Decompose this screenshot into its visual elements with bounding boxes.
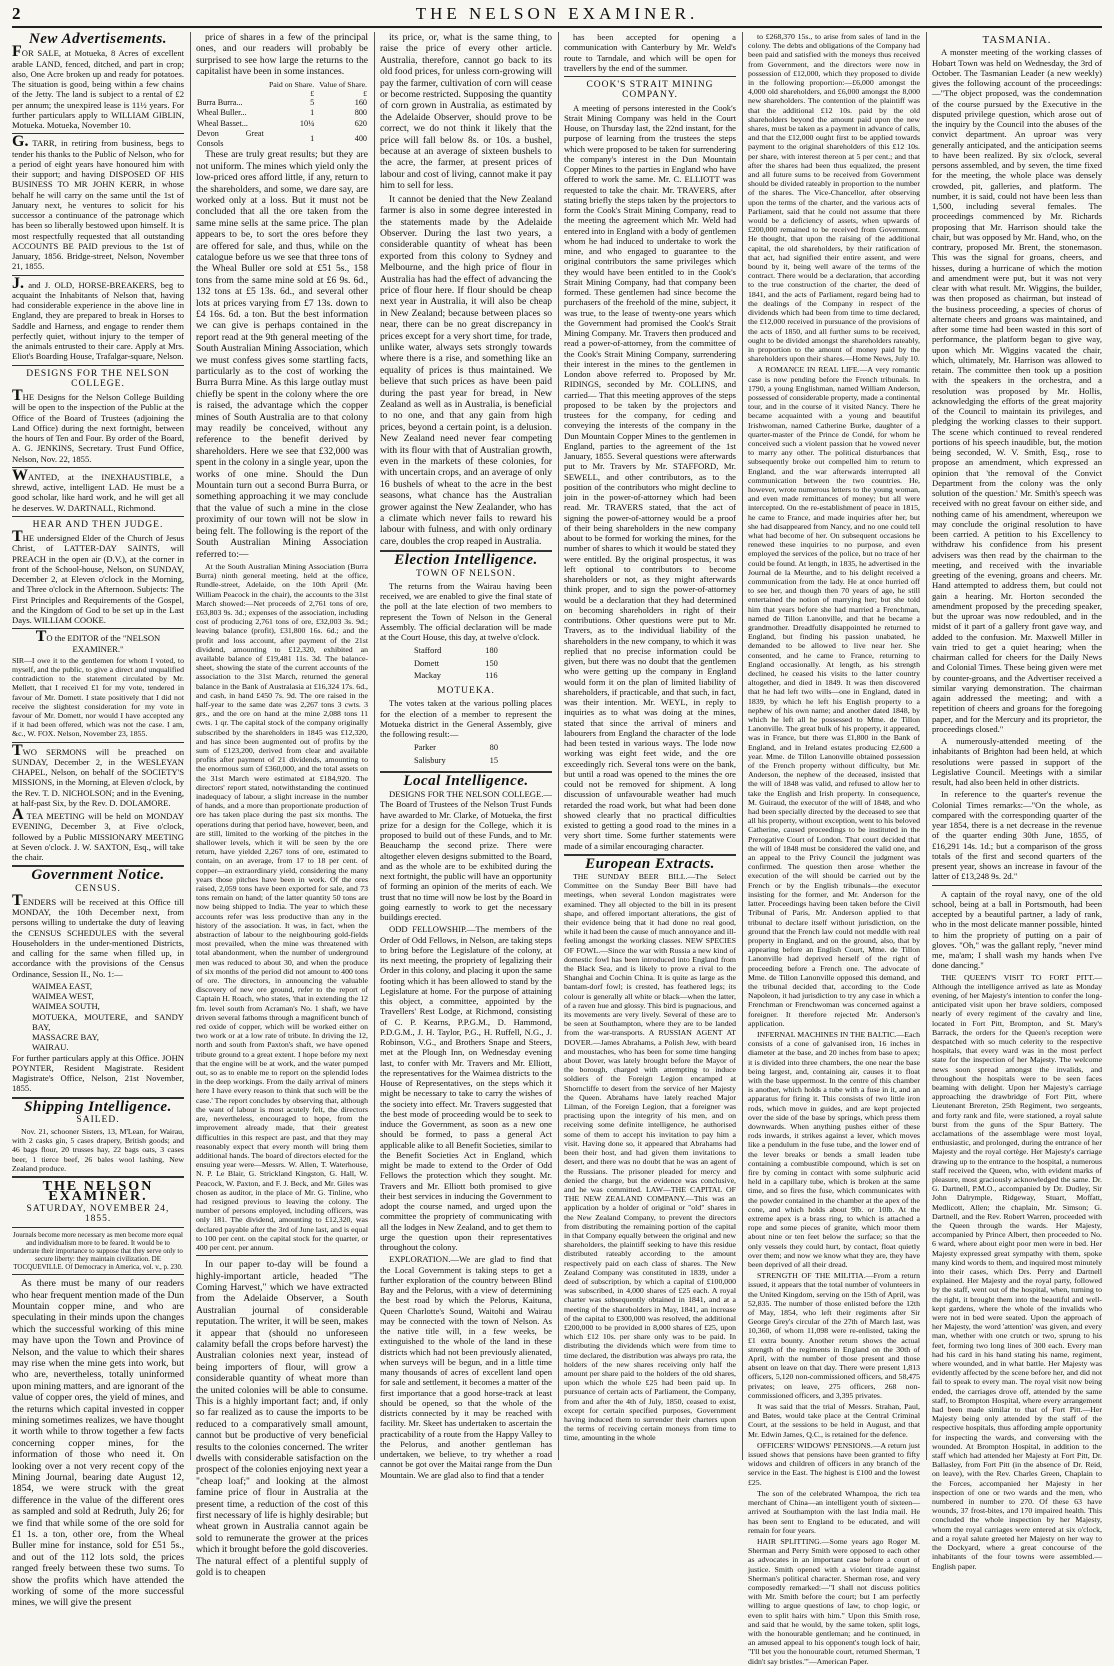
college-title: DESIGNS FOR THE NELSON COLLEGE. bbox=[26, 368, 170, 389]
tasmania-revenue: In reference to the quarter's revenue the Colonial Times remarks:—"On the whole, as compared with the corresponding quarter of the year 1854, there is a net decrease in the revenue of the quarter ending 30th June, 1855, of £16,291 14s. 1d.; but a comparison of the gross totals of the first and second quarters of the present year, shows an increase in favour of the latter of £13,248 9s. 2d." bbox=[932, 789, 1102, 882]
table-row: Burra Burra... 5 160 bbox=[197, 98, 367, 108]
advert-wanted: WANTED, at the INEXHAUSTIBLE, a shrewd, active, intelligent LAD. He must be a good scholar, like hard work, and he will get all he deserves. W. DARTNALL, Richmond. bbox=[12, 466, 184, 513]
tasmania-brighton: A numerously-attended meeting of the inhabitants of Brighton had been held, at which resolutions were passed in support of the Legislative Council. Meetings with a similar result, had also been held in other districts. bbox=[932, 736, 1102, 787]
advert-old: J. and J. OLD, HORSE-BREAKERS, beg to acquaint the Inhabitants of Nelson that, having had considerable experience in the above line in England, they are prepared to break in Horses to Saddle and Harness, and engage to render them perfectly quiet, without injury to the temper of the animals entrusted to their care. Apply at Mrs. Eliot's Boarding House, Trafalgar-square, Nelson. bbox=[12, 274, 184, 362]
local-exploration: EXPLORATION.—We are glad to find that the Local Government is taking steps to get a further exploration of the country between Blind Bay and the Pelorus, with a view of determining the best road by which the Pelorus, Kaituna, Queen Charlotte's Sound, Waitohi and Wairau may be connected with the town of Nelson. As the native title will, in a few weeks, be extinguished to the whole of the land in these districts which had not been previously alienated, when surveys will be begun, and in a little time many thousands of acres of excellent land open for sale and settlement, it becomes a matter of the first importance that a good horse-track at least should be opened, so that the whole of the districts connected by it may be reached with facility. Mr. Skeet has undertaken to ascertain the practicability of a route from the Happy Valley to the Pelorus, and another gentleman has undertaken, we believe, to try whether a road cannot be got over the Maitai range from the Dun Mountain. We are glad also to find that a tender bbox=[380, 1254, 552, 1480]
advert-sale: FOR SALE, at Motueka, 8 Acres of excellent arable LAND, fenced, ditched, and part in crop; also, One Acre broken up and ready for potatoes. The situation is good, being within a few chains of the Jetty. The land is subject to a rental of £2 per annum; the unexpired lease is 11½ years. For further particulars apply to WILLIAM GIBLIN, Motueka. Motueka, November 10. bbox=[12, 43, 184, 130]
section-heading-shipping: Shipping Intelligence. bbox=[24, 1098, 172, 1115]
section-heading-new-advertisements: New Advertisements. bbox=[28, 31, 168, 47]
editorial-shares-intro: price of shares in a few of the principal ones, and our readers will probably be surprised to see how large the returns to the capitalist have been in some instances. bbox=[196, 32, 368, 78]
table-row: Mackay 116 bbox=[414, 670, 498, 680]
column-3 bbox=[380, 32, 552, 1480]
advert-sermons: TWO SERMONS will be preached on SUNDAY, December 2, in the WESLEYAN CHAPEL, Nelson, on behalf of the SOCIETY'S MISSIONS, in the Morning, at Eleven o'clock, by the Rev. T. D. NICHOLSON; and in the Evening, at half-past Six, by the Rev. D. DOLAMORE. bbox=[12, 741, 184, 808]
editorial-body: These are truly great results; but they are not uniform. The mines which yield only the low-priced ores afford little, if any, return to the shareholders, and some, we dare say, are worked only at a loss. But it must not be concluded that all the ore taken from the same mine sells at the same price. The plan appears to be, to sort the ores before they are offered for sale, and thus, while on the catalogue before us we see that three tons of the Wheal Buller ore sold at £51 5s., 158 tons from the same mine sold at £6 9s. 6d., 132 tons at £5 13s. 6d., and several other lots at prices varying from £7 13s. down to £4 16s. 6d. a ton. But the best information we can give is perhaps contained in the report read at the 9th general meeting of the South Australian Mining Association, which we must confess gives some startling facts, particularly as to the cost of working the Burra Burra Mine. As this large outlay must chiefly be spent in the colony where the ore is raised, the advantage which the copper mines of South Australia are to that colony may readily be conceived, without any reference to the benefit derived by shareholders. Here we see that £32,000 was spent in the colony in a single year, upon the works of one mine. Should the Dun Mountain turn out a second Burra Burra, or something approaching it we may conclude that the value of such a mine in the close proximity of our town will not be slow in being felt. The following is the report of the South Australian Mining Association referred to:— bbox=[196, 149, 368, 560]
masthead: THE NELSON EXAMINER. bbox=[415, 4, 699, 23]
census-district: MASSACRE BAY, bbox=[32, 1032, 99, 1043]
mining-company-title: COOK'S STRAIT MINING COMPANY. bbox=[586, 80, 714, 101]
town-poll-table bbox=[410, 644, 502, 683]
editorial-nz-farmer: It cannot be denied that the New Zealand farmer is also in some degree interested in the statements made by the Adelaide Observer. During the last two years, a considerable quantity of wheat has been exported from this colony to Sydney and Melbourne, and the high price of flour in Australia has had the effect of advancing the price of flour here. If flour should be cheap next year in Australia, it will also be cheap in New Zealand; because between places so near, there can be no great discrepancy in prices except for a very short time, for trade, unlike water, always sets strongly towards where there is a rise, and something like an equality of prices is thus maintained. We believe that such prices as have been paid during the past year for bread, in New Zealand as well as in Australia, is beneficial to no one, and that any gain from high prices, beyond a certain point, is a delusion. New Zealand need never fear competing with its flour with that of Australian growth, even in the markets of these colonies, for with uncertain crops, and an average of only 16 bushels of wheat to the acre in the best seasons, what chance has the Australian grower against the New Zealander, who has a climate which never fails to reward his labour with fulness, and with only ordinary care, doubles the crop reaped in Australia. bbox=[380, 193, 552, 547]
extract-militia: STRENGTH OF THE MILITIA.—From a return issued, it appears that the total number of volunteers in the United Kingdom, serving on the 15th of April, was 52,835. The number of those enlisted before the 12th of May, 1854, who left their regiments after Sir George Grey's circular of the 27th of March last, was 10,360, of whom 11,098 were re-enlisted, taking the £1 extra bounty. Another return shows the actual strength of the regiments in England on the 30th of April, with the number of those present and those absent on leave on that day. There were present 1,813 officers, 5,120 non-commissioned officers, and 58,475 privates; on leave, 275 officers, 268 non-commissioned officers, and 3,395 privates. bbox=[748, 1271, 920, 1400]
sailed-text: Nov. 21, schooner Sisters, 13, M'Lean, for Wairau, with 2 casks gin, 5 cases drapery, British goods; and 46 bags flour, 20 trusses hay, 22 bags oats, 3 cases beer, 1 tierce beef, 26 bales wool lashing, New Zealand produce. bbox=[12, 1127, 184, 1173]
table-row: Devon Great Consols 1 400 bbox=[197, 128, 367, 149]
page-header bbox=[12, 4, 1102, 28]
column-divider bbox=[374, 32, 375, 1460]
column-6 bbox=[932, 32, 1102, 1571]
extract-nz-company-cont: to £268,370 15s., to arise from sales of land in the colony. The debts and obligations of the Company had been paid and satisfied with the moneys thus received from Government, and the directors were now in possession of £12,000, which they proposed to divide in the following proportion:—£6,000 amongst the 4,000 old shareholders, and £6,000 amongst the 8,000 new shareholders. The contention of the plaintiff was that the additional £12 10s. paid by the old shareholders beyond the amount paid upon the new shares, must be taken as a payment in advance of calls, and that the £12,000 ought first to be applied towards payment to the original shareholders of this £12 10s. per share, with interest thereon at 5 per cent.; and that after the shares had been thus equalized, the present and all future sums to be received from Government should be divided rateably in proportion to the number of the shares. The Vice-Chancellor, after observing upon the terms of the charter, and the various acts of Parliament, said that he could not assume that there would be a deficiency of assets, when upwards of £200,000 remained to be received from Government. He thought, that upon the raising of the additional capital, the old shareholders, by their ratification of that act, had signified their entire assent, and were bound by it, being well aware of the terms of the contract. There would be a declaration, that according to the true construction of the charter, the deed of 1841, and the acts of Parliament, regard being had to the dealings of the Company in respect of the dividends which had been from time to time declared, the £12,000 received in pursuance of the provisions of the acts of 1850, and all further sums to be received, ought to be divided amongst the shareholders rateably, in proportion to the amount of money paid by the shareholders upon their shares.—Home News, July 10. bbox=[748, 32, 920, 364]
advert-hear: THE undersigned Elder of the Church of Jesus Christ, of LATTER-DAY SAINTS, will PREACH in the open air (D.V.), at the corner in front of the School-house, Nelson, on SUNDAY, December 2, at Eleven o'clock in the Morning, and Three o'clock in the Afternoon. Subjects: The First Principles and Requirements of the Gospel, and the Kingdom of God to be set up in the Last Days. WILLIAM COOKE. bbox=[12, 528, 184, 625]
section-heading-election: Election Intelligence. bbox=[394, 552, 538, 569]
advert-college: THE Designs for the Nelson College Building will be open to the inspection of the Public at the Office of the Board of Trustees (adjoining the Land Office) during the next fortnight, between the hours of Ten and Four. By order of the Board, A. G. JENKINS, Secretary. Trust Fund Office, Nelson, Nov. 22, 1855. bbox=[12, 387, 184, 464]
mining-company-report: A meeting of persons interested in the Cook's Strait Mining Company was held in the Court House, on Thursday last, the 22nd instant, for the purpose of learning from the trustees the steps which were proposed to be taken for surrendering the company's interest in the Dun Mountain Copper Mines to the parties in England who have offered to work the same. Mr. C. ELLIOTT was requested to take the chair. Mr. TRAVERS, after stating briefly the steps taken by the projectors to form the Cook's Strait Mining Company, read to the meeting the agreement which Mr. Weld had entered into in England with a body of gentlemen whom he had induced to undertake to work the mine, and who engaged to guarantee to the original contributors the same privileges which they would have been entitled to in the Cook's Strait Mining Company, had that company been formed. These gentlemen had since become the purchasers of the freehold of the mine, subject, it was true, to the lease of twenty-one years which the Government had promised the Cook's Strait Mining Company. Mr. Travers then produced and read a power-of-attorney, from the committee of the Cook's Strait Mining Company, surrendering their interest in the mines to the gentlemen in London above referred to. Proposed by Mr. RIDINGS, seconded by Mr. COLLINS, and carried— That this meeting approves of the steps proposed to be taken by the projectors and trustees for the company, for ceding and conveying the interests of the company in the Dun Mountain Copper Mines to the gentlemen in England, parties to the agreement of the 1st January, 1855. Several questions were afterwards put to Mr. Travers by Mr. STAFFORD, Mr. SEWELL, and other contributors, as to the position of the contributors who might decline to join in the power-of-attorney which had been read. Mr. TRAVERS stated, that the act of signing the power-of-attorney would be a proof of their being shareholders in the new company about to be formed for working the mines, for the number of shares to which it would be stated they were entitled. By the original prospectus, it was left optional to contributors to become shareholders or not, as they might afterwards think proper, and to sign the power-of-attorney would be a declaration that they had determined on becoming shareholders in right of their contributions. Other questions were put to Mr. Travers, as to the individual liability of the shareholders in the new company, to which it was replied that no precise information could be given, but there was no doubt that the gentlemen who were getting up the company in England would form it on the plan of limited liability of shareholders, if practicable, and that such, in fact, was their intention. Mr. WEYL, in reply to inquiries as to what was doing at the mines, stated that since the arrival of miners and labourers from England the character of the lode had been tested in various ways. The lode now working was eight feet wide, and the ore exceedingly rich. Several tons were on the bank, but until a road was opened to the mines the ore could not be removed for shipment. A long discussion of unfavourable weather had much retarded the road work, but what had been done showed clearly that no practical difficulties existed to getting a good road to the mines in a very short time. Some further statements were made of a similar encouraging character. bbox=[564, 102, 736, 851]
column-1 bbox=[12, 31, 184, 1609]
table-row: Stafford 180 bbox=[414, 646, 498, 656]
census-district: MOTUEKA, MOUTERE, and SANDY BAY, bbox=[32, 1011, 184, 1032]
extract-whampoa: The son of the celebrated Whampoa, the rich tea merchant of China—an intelligent youth of sixteen—arrived at Southampton with the last India mail. He has been sent to England to be educated, and will remain for four years. bbox=[748, 1488, 920, 1535]
census-district: WAIRAU. bbox=[32, 1042, 69, 1053]
table-row: Wheal Basset... 10¼ 620 bbox=[197, 118, 367, 128]
local-exploration-cont: has been accepted for opening a communication with Canterbury by Mr. Weld's route to Tarndale, and which will be open for travellers by the end of the summer. bbox=[564, 32, 736, 73]
extract-hair-splitting: HAIR SPLITTING.—Some years ago Roger M. Sherman and Perry Smith were opposed to each other as advocates in an important case before a court of justice. Smith opened with a violent tirade against Sherman's political character. Sherman rose, and very composedly remarked:—"I shall not discuss politics with Mr. Smith before the court; but I am perfectly willing to argue questions of law, to chop logic, or even to split hairs with him." Upon this Smith rose, and said that he would, by the same token, split logs, with the honourable gentleman; and he continued, in an amused appeal to his opponent's tough lock of hair, "I'll bet you the honourable court, returned Sherman, 'I didn't say bristles.'"—American Paper. bbox=[748, 1536, 920, 1666]
census-district: WAIMEA WEST, bbox=[32, 991, 94, 1002]
town-election-text: The returns from the Wairau having been received, we are enabled to give the final state of the poll at the late election of two members to represent the Town of Nelson in the General Assembly. The official declaration will be made at the Court House, this day, at twelve o'clock. bbox=[380, 580, 552, 643]
queens-visit: THE QUEEN'S VISIT TO FORT PITT.—Although the intelligence arrived as late as Monday evening, of her Majesty's intention to confer the long-anticipated visit upon her brave soldiers, composed nearly of every regiment of the cavalry and line, located in Fort Pitt, Brompton, and St. Mary's Barrack, the orders for the Queen's reception were despatched with so much celerity to the respective hospitals, that every ward was in the most perfect state for the inspection of her Majesty. The welcome news soon spread amongst the invalids, and throughout the hospitals were to be seen faces beaming with delight. Upon her Majesty's carriage approaching the drawbridge of Fort Pitt, where Lieutenant Brereton, 25th Regiment, two sergeants, and forty rank and file, were stationed, a royal salute burst from the guns of the Spur Battery. The acclamations of the assemblage were most loyal, enthusiastic, and prolonged, during the entrance of her Majesty and the royal cortège. Her Majesty's carriage drawing up to the entrance to the hospital, a numerous staff received the Queen, who, with evident marks of pleasure, most graciously acknowledged the same. Dr. G. Dartnell, P.M.O., accompanied by Dr. Dudley, Sir John Dalrymple, Ridgeway, Stuart, Moffatt, Medlicott, Allen; the chaplain, Mr. Simson; G. Dartnell, and the Rev. Robert Warren, proceeded with the Queen through the wards. Her Majesty, accompanied by Prince Albert, then proceeded to No. 6 ward, where about eight poor men were in bed. Her Majesty expressed great sympathy with them, spoke many kind words to them, and inquired most minutely into their cases, which Drs. Perry and Dartnell explained. Her Majesty and the royal party, followed by the staff, went out of the hospital, when, turning to the right, it brought them into the beautiful and well-kept gardens, where the whole of the invalids who were not in bed were seated. Upon the approach of her Majesty, the word 'attention' was given, and every man, whether with one crutch or two, sprung to his feet, forming two long lines of 300 each. Every man had his card in his hand stating his name, regiment, where wounded, and in what battle. Her Majesty was evidently affected by the scene before her, and did not fail to speak to every man. The royal visit now being ended, the carriages drove off, attended by the same staff, to Brompton Hospital, where every arrangement had been made similar to that of Fort Pitt.—Her Majesty being only attended by the staff of the respective hospitals, thus affording ample opportunity for inspecting the wards, and conversing with the wounded. At Brompton Hospital, in addition to the staff which had attended her Majesty at Fort Pitt, Dr. Ballasley, from Fort Pitt (in the absence of Dr. Reid, on leave), with the Rev. Charles Green, Chaplain to the Forces, accompanied her Majesty in her inspection of one or two wards and the men, who numbered in number to 270. Of these 63 have wounds, 37 frost-bites, and 170 impaired health. This concluded the whole inspection by her Majesty, whom the royal carriages were entered at six o'clock, and a royal salute greeted her Majesty on her way to the Dockyard, where a great concourse of the inhabitants of the four towns were assembled.—English paper. bbox=[932, 972, 1102, 1571]
column-5 bbox=[748, 32, 920, 1666]
census-district: WAIMEA EAST, bbox=[32, 980, 92, 991]
table-row: Salisbury 15 bbox=[414, 755, 499, 765]
editorial-harvest-cont: its price, or, what is the same thing, to raise the price of every other article. Australia, therefore, cannot go back to its old food prices, for unless corn-growing will pay the farmer, cultivation of corn will cease or become restricted. Supposing the quantity of corn grown in Australia, as estimated by the Adelaide Observer, should prove to be correct, we do not think it likely that the price will fall below 8s. or 10s. a bushel, because at an average of sixteen bushels to the acre, the farmer, at present prices of labour and cost of living, cannot make it pay him to sell for less. bbox=[380, 32, 552, 192]
advert-tea: A TEA MEETING will be held on MONDAY EVENING, December 3, at Five o'clock, followed by a Public MISSIONARY MEETING at Seven o'clock. J. W. SAXTON, Esq., will take the chair. bbox=[12, 806, 184, 863]
column-4 bbox=[564, 32, 736, 1460]
anecdote-captain: A captain of the royal navy, one of the old school, being at a ball in Portsmouth, had been accepted by a beautiful partner, a lady of rank, who in the most delicate manner possible, hinted to him the propriety of putting on a pair of gloves. "Oh," was the gallant reply, "never mind me, ma'am; I shall wash my hands when I've done dancing." bbox=[932, 888, 1102, 971]
section-heading-european: European Extracts. bbox=[585, 855, 715, 872]
column-divider bbox=[926, 32, 927, 1460]
column-divider bbox=[190, 32, 191, 1460]
editorial-lead: As there must be many of our readers who hear frequent mention made of the Dun Mountain copper mine, and who are speculating in their minds upon the changes which the successful working of this mine may have upon the Town and Province of Nelson, and the value to which their shares may rise when the mine gets into work, but who are, nevertheless, totally uninformed upon mining matters, and are ignorant of the value of copper ores, the yield of mines, and the returns which capital invested in copper mining sometimes realizes, we have thought it worth while to throw together a few facts concerning copper mines, for the information of those who need it. On looking over a not very recent copy of the Mining Journal, bearing date August 12, 1854, we were struck with the great difference in the value of the different ores as sampled and sold at Redruth, July 26; for we find that while some of the ore sold for £1 1s. a ton, other ore, from the Wheal Buller mine for instance, sold for £51 5s., and out of the 112 lots sold, the prices ranged freely between these two sums. To show the profits which have attended the working of some of the more successful mines, we will give the present bbox=[12, 1278, 184, 1609]
editor-letter: TO the EDITOR of the "NELSON EXAMINER." SIR—I owe it to the gentlemen for whom I voted, to myself, and the public, to give a direct and unqualified contradiction to the statement circulated by Mr. Mellett, that I received £1 for my vote, tendered in favour of Mr. Domett. I state positively that I did not receive the slightest consideration for my vote in favour of Mr. Domett, nor would I have accepted any if it had been offered, which was not the case. I am, &c., W. FOX. Nelson, November 23, 1855. bbox=[12, 628, 184, 739]
editorial-motto: Journals become more necessary as men become more equal and individualism more to be feared. It would be to underrate their importance to suppose that they serve only to secure liberty: they maintain civilization. DE TOCQUEVILLE. Of Democracy in America, vol. v., p. 230. bbox=[13, 1231, 183, 1272]
local-odd-fellowship: ODD FELLOWSHIP.—The members of the Order of Odd Fellows, in Nelson, are taking steps to bring before the Legislature of the colony, at its next meeting, the propriety of legalizing their Order in this colony, and placing it upon the same footing which it has been allowed to stand by the Legislature at home. For the purpose of attaining this object, a committee, appointed by the Travellers' Rest Lodge, at Richmond, consisting of C. P. Kearns, P.P.G.M., D. Hammond, P.D.G.M., J. H. Taylor, P.G., H. Ruffell, N.G., J. Robinson, V.G., and Brothers Snape and Steers, met at the Plough Inn, on Wednesday evening last, to confer with Mr. Travers and Mr. Elliott, the representatives for the Waimea districts to the House of Representatives, on the steps which it might be necessary to take to carry the wishes of the society into effect. Mr. Travers suggested that the best mode of proceeding would be to seek to induce the Government, as soon as a new one should be formed, to pass a general Act applicable alike to all Benefit Societies, similar to the Benefit Societies Act in England, which might be made to extend to the Order of Odd Fellows the protection which they sought. Mr. Travers and Mr. Elliott both promised to give their best services in inducing the Government to adopt the course named, and urged upon the committee the propriety of communicating with all the lodges in New Zealand, and to get them to urge the question upon their representatives throughout the colony. bbox=[380, 924, 552, 1253]
european-extracts: THE SUNDAY BEER BILL.—The Select Committee on the Sunday Beer Bill have had meetings, when several London magistrates were examined. They all objected to the bill in its present shape, and offered important alterations, the gist of their evidence being that it had done no real good, while it had been the cause of much annoyance and ill-feeling amongst the working classes. NEW SPECIES OF FOWL.—Since the war with Russia a new kind of domestic fowl has been introduced into England from the Black Sea, and is likely to prove a rival to the Shanghai and Cochin China. It is quite as large as the bantam-dorf fowl; is crested, has feathered legs; its colour is generally all white or black—when the latter, of a raven hue and glossy. This bird is pugnacious, and its movements are very lively. Several of these are to be seen at Southampton, where they are to be landed from the war-transports. A RUSSIAN AGENT AT DOVER.—James Abrahams, a Polish Jew, with beard and moustaches, who has been for some time hanging about Dover, was lately brought before the Mayor of the borough, charged with attempting to induce soldiers of the Foreign Legion encamped at Shorncliffe to desert from the service of her Majesty the Queen. Abrahams have lately reached Major Lilman, of the Foreign Legion, that a foreigner was practising upon the integrity of his men, and on receiving some definite intelligence, he authorised some of them to accept his invitation to pay him a visit. Having done so, it appeared that Abrahams had been their host, and had given them invitations to desert, and there was no doubt that he was an agent of the Russians. The prisoner pleaded for mercy and denied the charge, but the evidence was conclusive, and he was committed. LAW—THE CAPITAL OF THE NEW ZEALAND COMPANY.—This was an application by a holder of original or "old" shares in the New Zealand Company, to prevent the directors from distributing the remaining portion of the capital in that Company equally between the original and new shareholders, the plaintiff seeking to have this residue distributed rateably according to the amount respectively paid on each class of shares. The New Zealand Company was constituted in 1839, under a deed of subscription, by which a capital of £100,000 was subscribed, in 4,000 shares of £25 each. A royal charter was subsequently obtained in 1841, and at a meeting of the shareholders in May, 1841, an increase of the capital to £300,000 was resolved, the additional £200,000 to be provided in 8,000 shares of £25, upon which £12 10s. per share only was to be paid. In distributing the dividends which were from time to time declared, the distribution was always pro rata, the holders of the new shares receiving only half the amount per share paid to the holders of the old shares, upon which the whole £25 had been paid up. In pursuance of certain acts of Parliament, the Company, from and after the 4th of July, 1850, ceased to exist, except for certain specified purposes, Government having induced them to surrender their charters upon the terms of receiving certain moneys from time to time, amounting in the whole bbox=[564, 872, 736, 1443]
sailed-title: SAILED. bbox=[76, 1114, 120, 1125]
editorial-paper-title: THE NELSON EXAMINER. bbox=[42, 1179, 154, 1205]
census-notice: TENDERS will be received at this Office till MONDAY, the 10th December next, from persons willing to undertake the duty of leaving the CENSUS SCHEDULES with the several Householders in the under-mentioned Districts, and calling for the same when filled up, in accordance with the provisions of the Census Ordinance, Session II., No. 1:— WAIMEA EAST, WAIMEA WEST, WAIMEA SOUTH, MOTUEKA, MOUTERE, and SANDY BAY, MASSACRE BAY, WAIRAU. For further particulars apply at this Office. JOHN POYNTER, Resident Magistrate. Resident Magistrate's Office, Nelson, 21st November, 1855. bbox=[12, 891, 184, 1094]
tasmania-meeting: A monster meeting of the working classes of Hobart Town was held on Wednesday, the 3rd of October. The Tasmanian Leader (a new weekly) gives the following account of the proceedings:—"The object proposed, was the condemnation of the course pursued by the Executive in the disputed privilege question, which arose out of the inquiry by the Council into the abuses of the convict department. An uproar was very generally anticipated, and the anticipation seems to have been realized. By six o'clock, several persons assembled, and by seven, the time fixed for the meeting, the whole place was densely crowded, pit, galleries, and platform. The number, it is said, could not have been less than 1,500, including several females. The proceedings commenced by Mr. Richards proposing that Mr. Harrison should take the chair, but was opposed by Mr. Hand, who, on the contrary, proposed Mr. Brent, the stonemason. This was the signal for groans, cheers, and hisses, during a hurricane of which the motion and amendment were put, but it was not very clear with what result. Mr. Wiggins, the builder, was then proposed as chairman, but instead of the business proceeding, a species of chorus of alternate cheers and groans was maintained, and after some time had been wasted in this sort of performance, the platform began to give way, upon which Mr. Wiggins vacated the chair, which, ultimately, Mr. Harrison was allowed to retain. The committee then took up a position with the speakers in the orchestra, and a resolution was proposed by Mr. Hollis, acknowledging the efforts of the great majority of the Council to maintain its privileges, and pledging the working classes to their support. The scene which continued to reveal rendered portions of his speech inaudible, but, the motion being seconded, W. V. Smith, Esq., rose to propose an amendment, which expressed an opinion that 'the removal of the Convict Department from the colony was the only solution of the question.' Mr. Smith's speech was received with no great favour on either side, and nothing came of his amendment, whereupon we may conclude the original resolution to have been carried. A petition to his Excellency to withdraw his confidence from his present advisers was then read by the chairman to the meeting, and received with the invariable greeting of the evening, groans and cheers. Mr. Hand attempted to address them, but could not gain a hearing. Mr. Horton seconded the amendment proposed by the preceding speaker, but the uproar was now redoubled, and in the midst of it part of a gallery front gave way, and added to the confusion. Mr. Maxwell Miller in vain tried to get a quiet hearing; when the chairman called for cheers for the Daily News and Colonial Times. These being given were met by counter-groans, and the Advertiser received a similar varying demonstration. The chairman again addressed the meeting; and with a repetition of cheers and groans for the foregoing paper, and for the Mercury and its proprietor, the proceedings closed." bbox=[932, 47, 1102, 734]
motueka-title: MOTUEKA. bbox=[437, 686, 495, 697]
section-heading-government-notice: Government Notice. bbox=[31, 867, 165, 884]
column-2 bbox=[196, 32, 368, 1579]
section-heading-local: Local Intelligence. bbox=[403, 772, 529, 789]
local-college: DESIGNS FOR THE NELSON COLLEGE.—The Board of Trustees of the Nelson Trust Funds have awarded to Mr. Clarke, of Motueka, the first prize for a design for the College, which it is proposed to build out of these Funds, and to Mr. Beauchamp the second prize. There were altogether eleven designs submitted to the Board, and as the whole are to be exhibited during the next fortnight, the public will have an opportunity of forming an opinion of the merits of each. We trust that no time will now be lost by the Board in going earnestly to work to get the necessary buildings erected. bbox=[380, 789, 552, 923]
hear-title: HEAR AND THEN JUDGE. bbox=[32, 519, 164, 530]
extract-romance: A ROMANCE IN REAL LIFE.—A very romantic case is now pending before the French tribunals. In 1790, a young Englishman, named William Anderson, possessed of considerable property, made a continental tour, and in the course of it visited Nancy. There he became acquainted with a young and beautiful Irishwoman, named Catherine Burke, daughter of a quarter-master of the Prince de Condé, for whom he conceived such a violent passion that he vowed never to marry any other. The political disturbances that subsequently broke out compelled him to return to England, and the war afterwards interrupted all communication between the two countries. He, however, wrote numerous letters to the young woman, and even made remittances of money; but all were intercepted. On the re-establishment of peace in 1815, he came to France, and made inquiries after her, but she had disappeared from Nancy, and no one could tell what had become of her. On subsequent occasions he renewed these inquiries to no purpose, and even employed the services of the police, but no trace of her could be found. At length, in 1835, he advertised in the Journal de la Meurthe, and to his delight received a communication from the lady. He at once hurried off to see her, and though then 70 years of age, he still entertained the notion of marrying her; but she told him that years before she had married a Frenchman, named de Tillon Lanonville, and that he became a grandmother. Dreadfully disappointed he returned to England, but finding his passion unabated, he demanded to be allowed to live near her. She consented, and he came to France, returning to England occasionally. At length, as his strength declined, he ceased his visits to the latter country altogether, and died in 1849. It was then discovered that he had left two wills—one in England, dated in 1839, by which he left his English property to a nephew of his own name; and another dated 1848, by which he left all he possessed to Mme. de Tillon Lanonville. The great bulk of his property, it appeared, was in France, but there was £1,800 in the Bank of England, and in Ireland estates producing £2,600 a year. Mme. de Tillon Lanonville obtained possession of the French property without difficulty, but Mr. Anderson, the nephew of the deceased, insisted that the will of 1848 was valid, and refused to allow her to take the English and Irish property. In consequence, M. Guiraud, the executor of the will of 1848, and who had been specially directed by the deceased to see that all his property, without exception, went to his beloved Catherine, caused proceedings to be instituted in the Prerogative Court of London. That court decided that the will of 1848 must be considered the valid one, and an appeal to the Privy Council the judgment was confirmed. The question then arose whether the execution of the will should be carried out by the French or by the English tribunals—the executor insisting for the former, and Mr. Anderson for the latter. Proceedings having been taken before the Civil Tribunal of Paris, Mr. Anderson applied to that tribunal to declare itself without jurisdiction, on the ground that the French law could not meddle with real property in England, and on the ground, also, that by appearing before an English Court, Mme. de Tillon Lanonville had deprived herself of the right of proceeding before a French one. The advocate of Mme. de Tillon Lanonville opposed this demand, and the tribunal decided that, according to the Code Napoleon, it had jurisdiction to try any case in which a Frenchman or Frenchwoman was concerned against a foreigner. It therefore rejected Mr. Anderson's application. bbox=[748, 365, 920, 1028]
extract-infernal-machines: INFERNAL MACHINES IN THE BALTIC.—Each consists of a cone of galvanised iron, 16 inches in diameter at the base, and 20 inches from base to apex; it is divided into three chambers, the one near the base being largest, and, containing air, causes it to float with the base uppermost. In the centre of this chamber is another, which holds a tube with a fuse in it, and an apparatus for firing it. This consists of two little iron rods, which move in guides, and are kept projected over the side of the base by springs, which press them downwards. When anything pushes either of these rods inwards, it strikes against a lever, which moves like a pendulum in the fuse tube, and the lower end of the lever breaks or bends a small leaden tube containing a combustible compound, which is set on fire by coming in contact with some sulphuric acid held in a capillary tube, which is broken at the same time, and so fires the fuse, which communicates with the powder contained in the chamber at the apex of the cone, and which holds about 9lb. or 10lb. At the extreme apex is a brass ring, to which is attached a rope and some pieces of granite, which moor them about nine or ten feet below the surface; so that the only vessels they could hurt, by contact, float quietly over them; and now we know what they are, they have been deprived of all their dread. bbox=[748, 1029, 920, 1270]
motueka-poll-table bbox=[410, 741, 502, 768]
extract-pensions: OFFICERS' WIDOWS' PENSIONS.—A return just issued shows that pensions have been granted to fifty widows and children of officers in any branch of the service in the East. The highest is £100 and the lowest £25. bbox=[748, 1440, 920, 1487]
table-row: Domett 150 bbox=[414, 658, 498, 668]
mining-report: At the South Australian Mining Association (Burra Burra) ninth general meeting, held at the office, Rundle-street, Adelaide, on the 10th April (Mr. William Peacock in the chair), the accounts to the 31st March showed:—Net proceeds of 2,761 tons of ore, £63,803 9s. 3d.; expenses of the association, including cost of producing 2,761 tons of ore, £32,003 3s. 9d.; leaving balance (profit), £31,800 16s. 6d.; and the profit and loss account, after payment of the 21st dividend, amounting to £12,320, exhibited an available balance of £19,481 11s. 3d. The balance-sheet, showing the state of the current accounts of the association to the 31st March, returned the general balance in the Bank of Australasia at £16,324 17s. 6d., and cash, in hand £450 7s. 9d. The ore raised in the half-year to the same date was 2,267 tons 3 cwts. 3 grs., and the ore on hand at the mine 2,088 tons 11 cwts. 1 qr. The capital stock of the company originally subscribed by the shareholders in 1845 was £12,320, and has since been augmented out of profits by the sum of £123,200, derived from clear and available profits after payment of 21 dividends, amounting to the enormous sum of £360,000, and the total assets on the 31st March were estimated at £184,920. The directors' report stated, notwithstanding the continued inadequacy of labour, a slight increase in the number of hands, and a more than proportionate production of ore has taken place during the past six months. The operations during that period have, however, been, and are still, limited to the working of the pitches in the shallower levels, which it will be seen by the ore return, have yielded 2,267 tons of ore, estimated to contain, on an average, from 17 to 18 per cent. of copper—an extraordinary yield, considering the many years those pitches have been in work. Of the ores raised, 2,059 tons have been exported for sale, and 73 tons remain on hand; of the latter quantity 50 tons are now being shipped to India. The year to which these accounts refer was less productive than any in the history of the association. It was, in fact, when the abstraction of labour to the neighbouring gold-fields most prevailed, when the mine was threatened with total abandonment, when the number of underground men was reduced to about 30, and when the produce of six months of the period did not amount to 400 tons of ore. The directors, in announcing the valuable discovery of new ore ground, refer to the report of Captain H. Roach, who states, 'that in extending the 12 fm. level south from Acraman's No. 1 shaft, we have driven several fathoms through a magnificent bunch of red oxide of copper, which will be worked either on two work or at a low rate of tribute. In driving the 12, north and south from Paxton's shaft, we have opened tribute ground to a great extent. I hope before my next that the engine will be at work, and the water pumped out, so as to enable me to report on the splendid lodes in the deep workings. From the daily arrival of miners here I have every reason to think that such will be the case.' The report concludes by observing that, although the want of labour is most acutely felt, the directors are, nevertheless, encouraged to hope, from the improvement already made, that their greatest difficulties in this respect are past, and that they may reasonably expect that every month will bring them additional hands. The board of directors elected for the ensuing year were—Messrs. W. Allen, T. Waterhouse, N. P. Le Blair, G. Strickland Kingston, G. Hall, W. Peacock, W. Paxton, and F. J. Beck, and Mr. Giles was chosen as auditor, in the place of Mr. G. Tinline, who had resigned previous to leaving the colony. The number of persons employed, including officers, was only 181. The dividend, amounting to £12,320, was declared payable after the 3rd of June last, and is equal to 100 per cent. on the capital stock for the quarter, or 400 per cent. per annum. bbox=[196, 561, 368, 1252]
mine-shares-table: Paid on Share. £ Value of Share. £ Burra Burra... 5 160 Wheal Buller... 1 800 Wheal Basset... 10¼ 620 Devon Great Consols 1 400 bbox=[197, 79, 367, 149]
table-row: Parker 80 bbox=[414, 743, 499, 753]
advert-tarr: G. TARR, in retiring from business, begs to tender his thanks to the Public of Nelson, who for a period of eight years have honoured him with their support; and having DISPOSED OF HIS BUSINESS TO MR JOHN KERR, in whose behalf he will carry on the same until the 1st of January next, he ventures to solicit for his successor a continuance of the patronage which has been so liberally bestowed upon himself. It is most respectfully requested that all outstanding ACCOUNTS BE PAID previous to the 1st of January, 1856. Bridge-street, Nelson, November 21, 1855. bbox=[12, 133, 184, 272]
motueka-election-text: The votes taken at the various polling places for the election of a member to represent the Motueka district in the General Assembly, give the following result:— bbox=[380, 698, 552, 740]
census-title: CENSUS. bbox=[75, 883, 121, 894]
editorial-date: SATURDAY, NOVEMBER 24, 1855. bbox=[26, 1203, 170, 1224]
page-number: 2 bbox=[12, 4, 21, 23]
column-divider bbox=[558, 32, 559, 1460]
editorial-harvest: In our paper to-day will be found a highly-important article, headed "The Coming Harvest," which we have extracted from the Adelaide Observer, a South Australian journal of considerable reputation. The writer, it will be seen, makes it appear that (should no unforeseen calamity befall the crops before harvest) the Australian colonies next year, instead of being importers of flour, will grow a considerable quantity of wheat more than the united colonies will be able to consume. This is a highly important fact; and, if only so far realized as to cause the imports to be reduced to a comparatively small amount, cannot but be productive of very beneficial results to the colonies concerned. The writer dwells with considerable satisfaction on the prospect of the colonies enjoying next year a "cheap loaf;" and looking at the almost famine price of flour in Australia at the present time, a reduction of the cost of this first necessary of life is highly desirable; but wheat grown in Australia cannot again be sold to remunerate the grower at the prices which it brought before the gold discoveries. The natural effect of a plentiful supply of gold is to cheapen bbox=[196, 1259, 368, 1579]
census-district: WAIMEA SOUTH, bbox=[32, 1001, 100, 1012]
table-row: Wheal Buller... 1 800 bbox=[197, 108, 367, 118]
extract-trial: It was said that the trial of Messrs. Strahan, Paul, and Bates, would take place at the Central Criminal Court, at the sessions to be held in August, and that Mr. Edwin James, Q.C., is retained for the defence. bbox=[748, 1402, 920, 1439]
town-title: TOWN OF NELSON. bbox=[415, 568, 517, 579]
column-divider bbox=[742, 32, 743, 1460]
tasmania-heading: TASMANIA. bbox=[982, 34, 1052, 46]
